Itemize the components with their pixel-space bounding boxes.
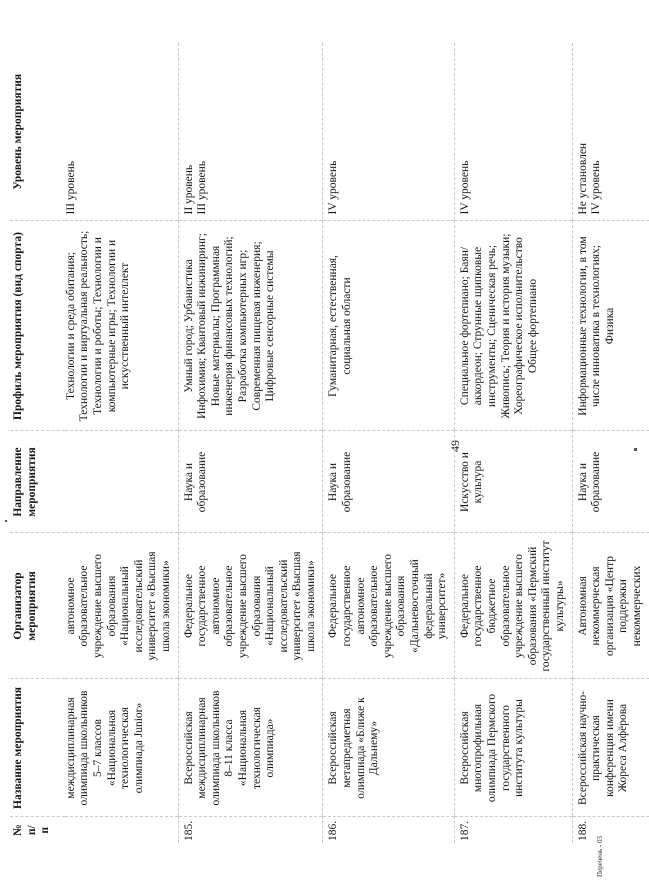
header-level: Уровень мероприятия (10, 43, 65, 221)
row-num: 188. (576, 820, 589, 841)
level-value: IV уровень (327, 160, 340, 215)
table-row (65, 43, 178, 843)
row-level (572, 43, 648, 221)
page-number: 49 (448, 440, 462, 452)
row-profile: Информационные технологии, в том числе инноватика в технологиях; Физика (572, 221, 648, 431)
row-profile: Гуманитарная, естественная, социальная области (323, 221, 454, 431)
row-name: междисциплинарная олимпиада школьников 5–7 классов «Национальная технологическая олимпиада Junior» (65, 679, 178, 817)
scan-mark (5, 520, 7, 522)
level-value: II уровень (182, 164, 195, 215)
level-value: IV уровень (590, 160, 603, 215)
table-row (178, 43, 323, 843)
row-profile: Технологии и среда обитания; Технологии и виртуальная реальность; Технологии и роботы; Технологии и компьютерные игры; Технологии и искусственный интеллект (65, 221, 178, 431)
header-num: № п/п (12, 824, 52, 837)
events-table (10, 43, 649, 843)
row-name: Всероссийская многопрофильная олимпиада Пермского государственного института культуры (454, 679, 572, 817)
row-level (323, 43, 454, 221)
table-row (572, 43, 648, 843)
row-name: Всероссийская научно-практическая конференция имени Жореса Алфёрова (572, 679, 648, 817)
level-value: IV уровень (458, 160, 471, 215)
row-num: 186. (323, 817, 454, 843)
table-row (454, 43, 572, 843)
row-organizer: Федеральное государственное бюджетное образовательное учреждение высшего образования «Пермский государственный институт культуры» (454, 533, 572, 679)
row-organizer: Федеральное государственное автономное образовательное учреждение высшего образования «Дальневосточный федеральный университет» (323, 533, 454, 679)
header-direction: Направление мероприятия (10, 431, 65, 533)
row-num (65, 817, 178, 843)
row-organizer: Федеральное государственное автономное образовательное учреждение высшего образования «Национальный исследовательский университет «Высшая школа экономики» (178, 533, 323, 679)
row-level (178, 43, 323, 221)
level-value: III уровень (64, 161, 77, 215)
row-name: Всероссийская метапредметная олимпиада «Ближе к Дальнему» (323, 679, 454, 817)
table-header-row (10, 43, 65, 843)
row-direction: Искусство и культура (454, 431, 572, 533)
row-num: 187. (454, 817, 572, 843)
header-organizer: Организатор мероприятия (10, 533, 65, 679)
row-direction: Наука и образование (572, 431, 648, 533)
header-name: Название мероприятия (10, 679, 65, 817)
row-direction: Наука и образование (323, 431, 454, 533)
row-organizer: Автономная некоммерческая организация «Центр поддержки некоммерческих (572, 533, 648, 679)
level-value: Не установлен (576, 142, 589, 215)
row-level (454, 43, 572, 221)
scan-mark (634, 448, 637, 451)
footer-note: Перечень - 03 (596, 836, 604, 877)
row-direction: Наука и образование (178, 431, 323, 533)
table-row (323, 43, 454, 843)
level-value: III уровень (196, 161, 209, 215)
row-organizer: автономное образовательное учреждение высшего образования «Национальный исследовательский университет «Высшая школа экономики» (65, 533, 178, 679)
row-profile: Специальное фортепиано; Баян/аккордеон; Струнные щипковые инструменты; Сценическая речь; Живопись; Теория и история музыки; Хореографическое исполнительство Общее фортепиано (454, 221, 572, 431)
row-direction (65, 431, 178, 533)
row-level (65, 43, 178, 221)
header-profile: Профиль мероприятия (вид спорта) (10, 221, 65, 431)
row-num: 185. (178, 817, 323, 843)
row-profile: Умный город; Урбанистика Инфохимия; Квантовый инжиниринг; Новые материалы; Программная инженерия финансовых технологий; Разработка компьютерных игр; Современная пищевая инженерия; Цифровые сенсорные системы (178, 221, 323, 431)
row-name: Всероссийская междисциплинарная олимпиада школьников 8–11 класса «Национальная технологическая олимпиада» (178, 679, 323, 817)
